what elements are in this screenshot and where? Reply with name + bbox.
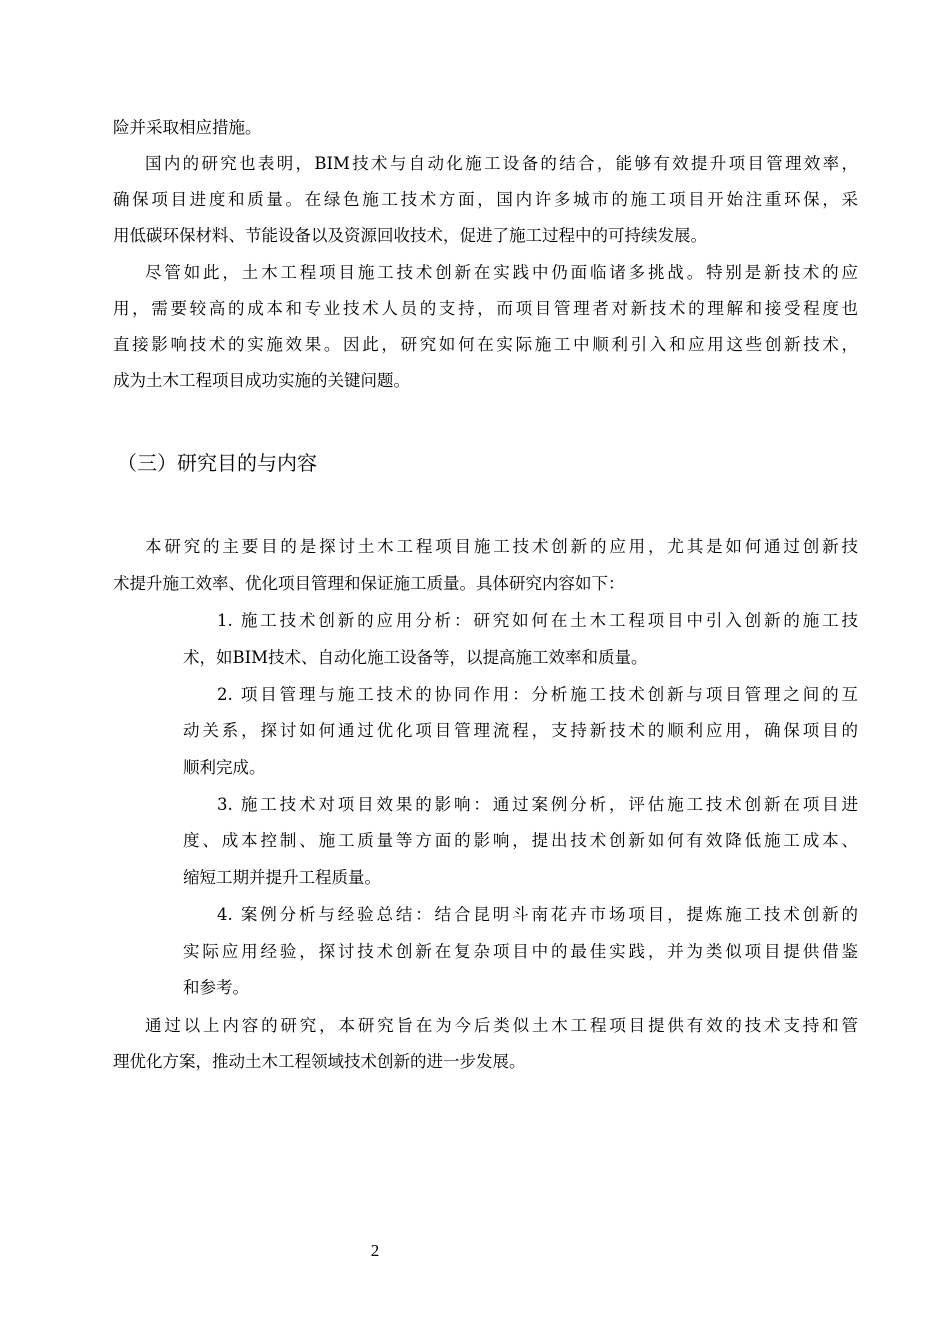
text-line: 4. 案例分析与经验总结：结合昆明斗南花卉市场项目，提炼施工技术创新的 [217, 905, 858, 924]
text-line: 理优化方案，推动土木工程领域技术创新的进一步发展。 [113, 1052, 526, 1071]
text-line: 本研究的主要目的是探讨土木工程项目施工技术创新的应用，尤其是如何通过创新技 [145, 537, 858, 556]
text-line: 国内的研究也表明，BIM技术与自动化施工设备的结合，能够有效提升项目管理效率， [145, 154, 858, 173]
text-line: 用低碳环保材料、节能设备以及资源回收技术，促进了施工过程中的可持续发展。 [113, 226, 707, 245]
text-line: 尽管如此，土木工程项目施工技术创新在实践中仍面临诸多挑战。特别是新技术的应 [145, 263, 858, 282]
text-line: 用，需要较高的成本和专业技术人员的支持，而项目管理者对新技术的理解和接受程度也 [113, 299, 858, 318]
text-line: 通过以上内容的研究，本研究旨在为今后类似土木工程项目提供有效的技术支持和管 [145, 1016, 858, 1035]
text-line: 度、成本控制、施工质量等方面的影响，提出技术创新如何有效降低施工成本、 [183, 831, 858, 850]
text-line: 和参考。 [183, 978, 249, 997]
text-line: 动关系，探讨如何通过优化项目管理流程，支持新技术的顺利应用，确保项目的 [183, 721, 858, 740]
text-line: 2. 项目管理与施工技术的协同作用：分析施工技术创新与项目管理之间的互 [217, 685, 858, 704]
page-number: 2 [370, 1241, 380, 1260]
text-line: 险并采取相应措施。 [113, 118, 262, 137]
text-line: 直接影响技术的实施效果。因此，研究如何在实际施工中顺利引入和应用这些创新技术， [113, 335, 858, 354]
text-line: 顺利完成。 [183, 758, 266, 777]
text-line: 确保项目进度和质量。在绿色施工技术方面，国内许多城市的施工项目开始注重环保，采 [113, 190, 858, 209]
text-line: 1. 施工技术创新的应用分析：研究如何在土木工程项目中引入创新的施工技 [217, 611, 858, 630]
section-heading: （三）研究目的与内容 [117, 451, 317, 475]
text-line: 3. 施工技术对项目效果的影响：通过案例分析，评估施工技术创新在项目进 [217, 795, 858, 814]
text-line: 缩短工期并提升工程质量。 [183, 868, 381, 887]
text-line: 术，如BIM技术、自动化施工设备等，以提高施工效率和质量。 [183, 648, 648, 667]
text-line: 实际应用经验，探讨技术创新在复杂项目中的最佳实践，并为类似项目提供借鉴 [183, 942, 858, 961]
text-line: 术提升施工效率、优化项目管理和保证施工质量。具体研究内容如下： [113, 574, 625, 593]
text-line: 成为土木工程项目成功实施的关键问题。 [113, 371, 410, 390]
